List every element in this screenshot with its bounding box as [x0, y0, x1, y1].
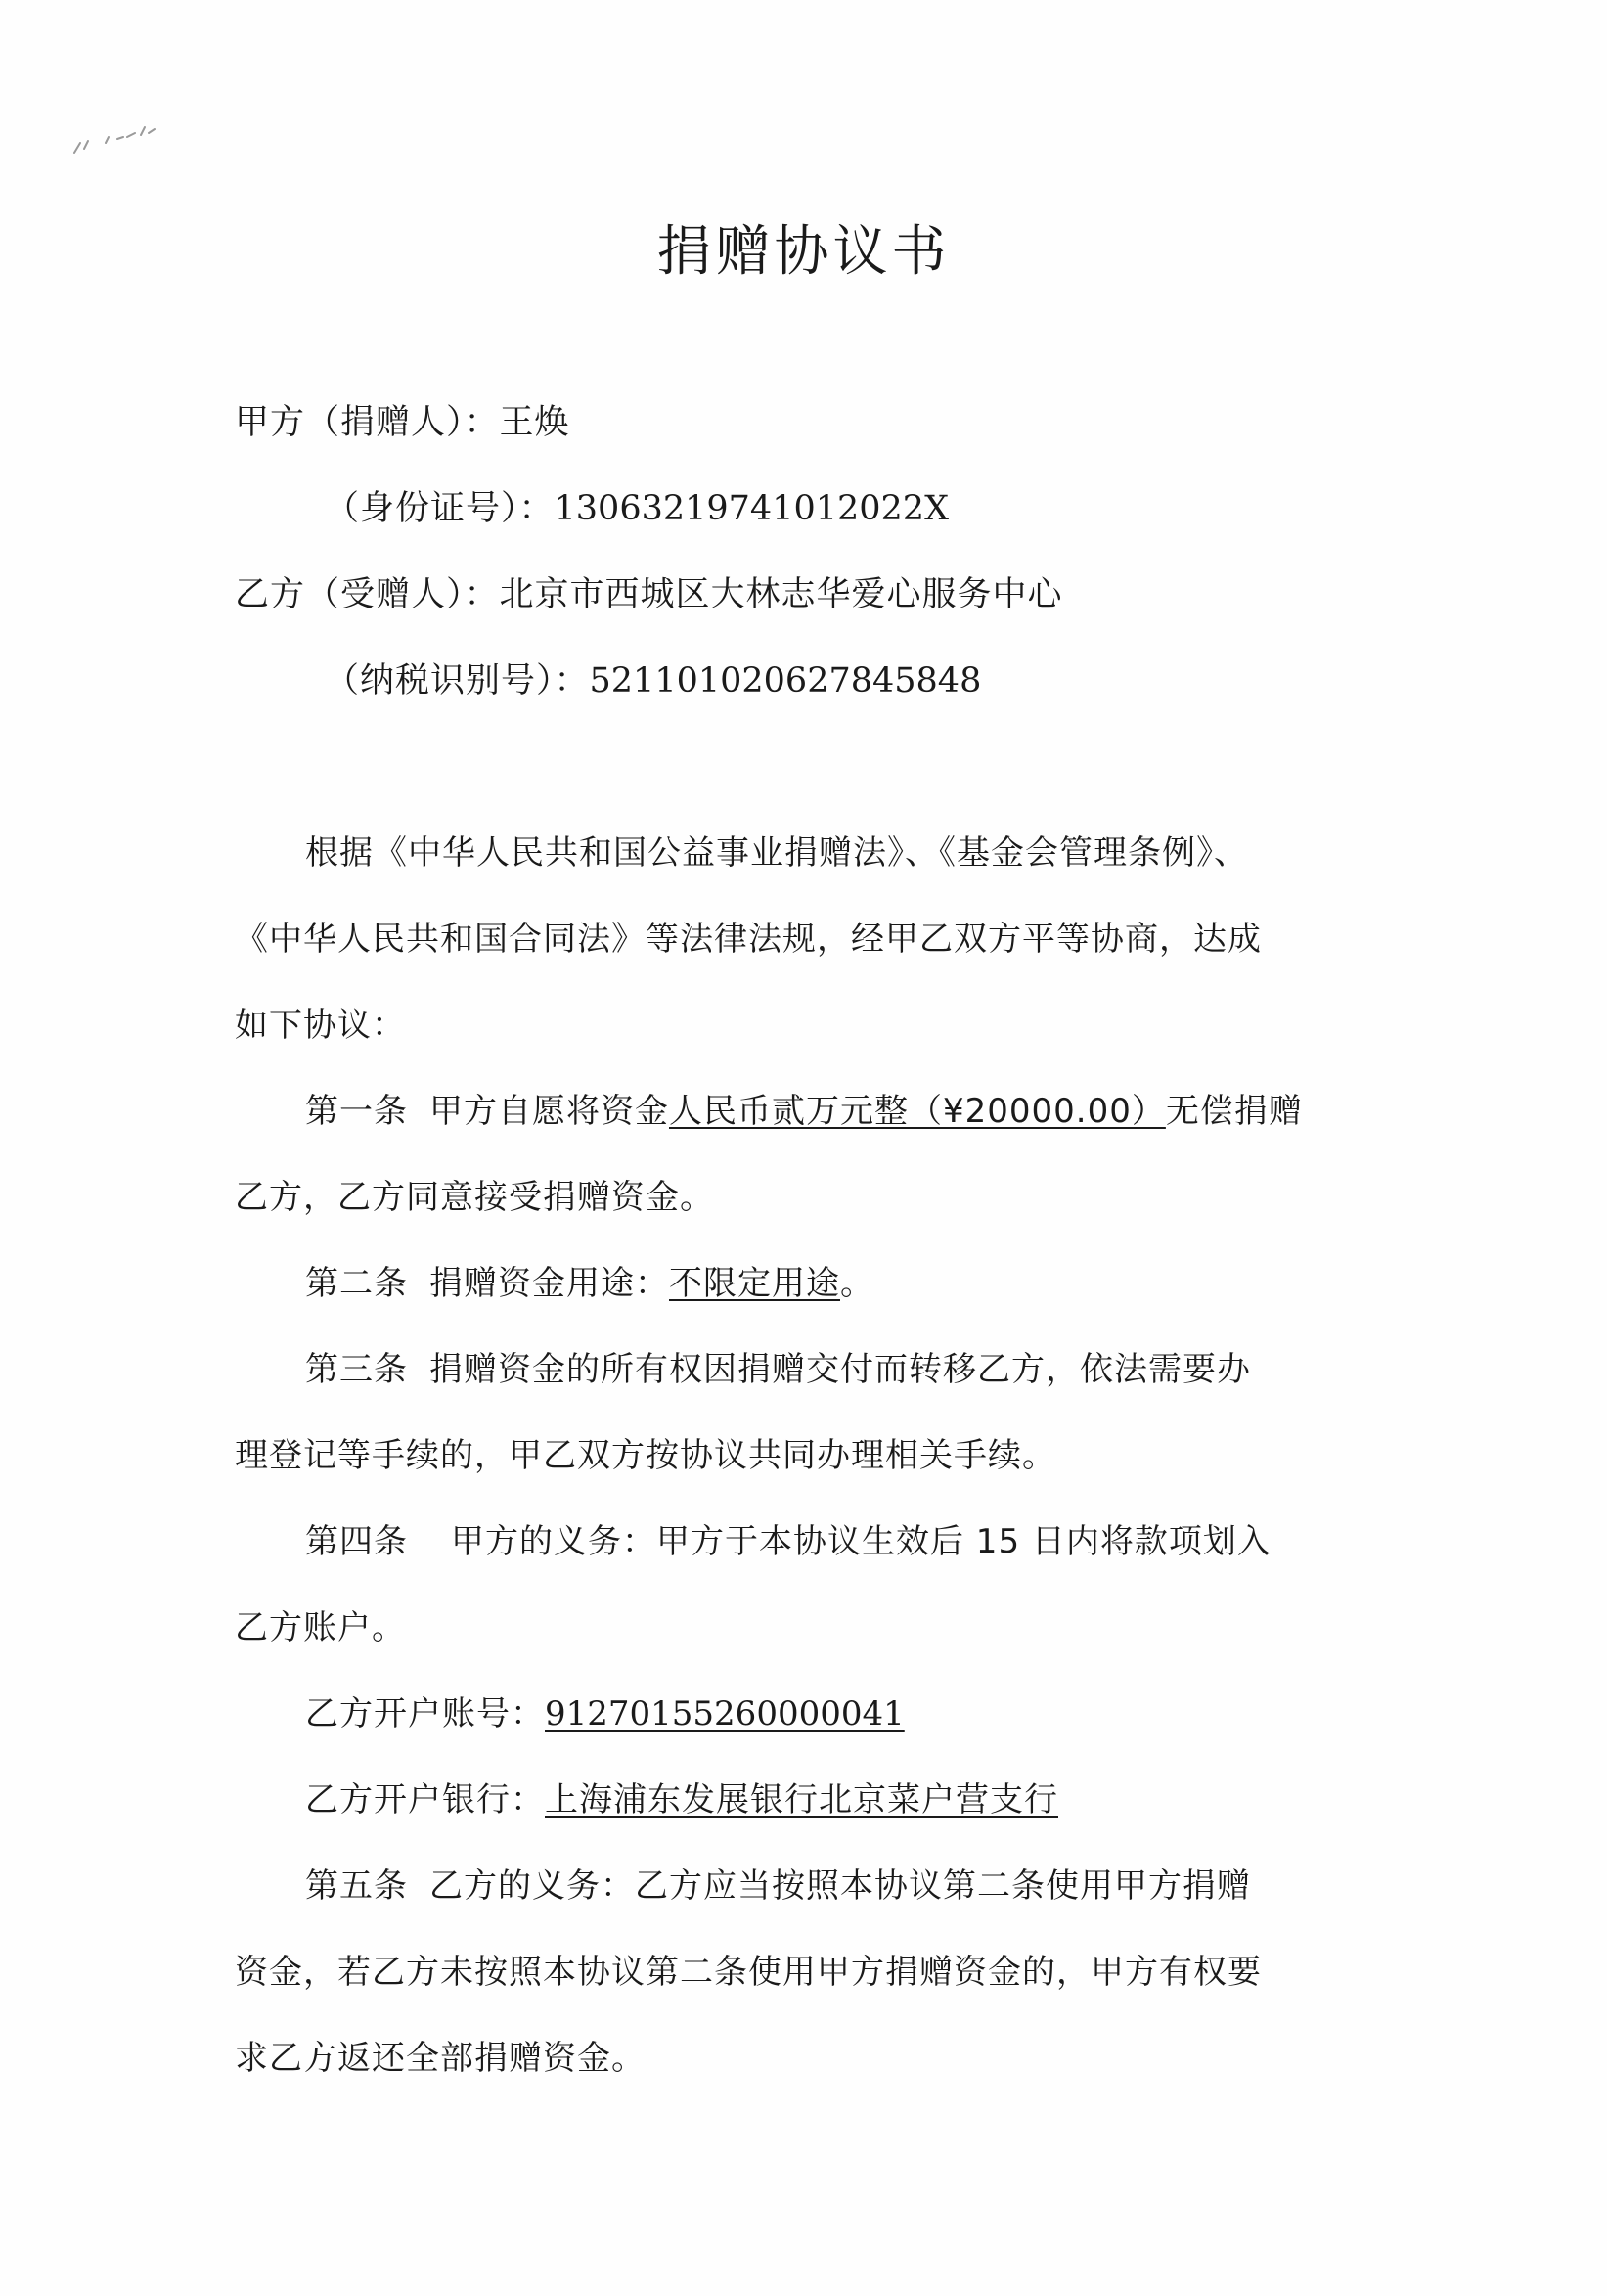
party-b-label: 乙方（受赠人）：	[235, 575, 500, 614]
article-1-text-after: 无偿捐赠	[1165, 1092, 1303, 1131]
bank-label: 乙方开户银行：	[305, 1780, 545, 1820]
article-4-line-2: 乙方账户。	[235, 1608, 406, 1647]
article-2-label: 捐赠资金用途：	[429, 1264, 669, 1303]
article-2-purpose: 不限定用途	[669, 1264, 840, 1303]
article-2-heading: 第二条	[305, 1264, 408, 1303]
account-number: 91270155260000041	[545, 1694, 905, 1733]
article-5-line-3: 求乙方返还全部捐赠资金。	[235, 2039, 646, 2078]
preamble-line-1: 根据《中华人民共和国公益事业捐赠法》、《基金会管理条例》、	[305, 833, 1248, 873]
article-3-line-2: 理登记等手续的，甲乙双方按协议共同办理相关手续。	[235, 1436, 1056, 1475]
party-a-name: 王焕	[499, 403, 570, 442]
bank-name: 上海浦东发展银行北京菜户营支行	[545, 1780, 1058, 1820]
party-a-line	[235, 399, 570, 446]
article-3-line-1	[305, 1346, 1251, 1393]
party-a-id-line	[325, 485, 949, 532]
article-2-line	[305, 1260, 874, 1307]
article-1-text-before: 甲方自愿将资金	[429, 1092, 669, 1131]
article-4-heading: 第四条	[305, 1522, 408, 1561]
article-5-heading: 第五条	[305, 1867, 408, 1906]
article-3-text-1: 捐赠资金的所有权因捐赠交付而转移乙方，依法需要办	[429, 1350, 1251, 1389]
article-4-line-1	[305, 1518, 1272, 1565]
document-title: 捐赠协议书	[656, 220, 951, 284]
party-a-label: 甲方（捐赠人）：	[235, 403, 500, 442]
party-b-tax-number: 521101020627845848	[589, 661, 982, 700]
party-a-id-number: 13063219741012022X	[554, 489, 949, 528]
article-3-heading: 第三条	[305, 1350, 408, 1389]
article-5-line-1	[305, 1863, 1251, 1910]
party-b-line	[235, 571, 1063, 618]
article-1-heading: 第一条	[305, 1092, 408, 1131]
article-5-line-2: 资金，若乙方未按照本协议第二条使用甲方捐赠资金的，甲方有权要	[235, 1953, 1262, 1992]
article-2-end: 。	[840, 1264, 874, 1303]
article-5-text-1: 乙方的义务：乙方应当按照本协议第二条使用甲方捐赠	[429, 1867, 1251, 1906]
party-b-tax-label: （纳税识别号）：	[325, 661, 590, 700]
account-label: 乙方开户账号：	[305, 1694, 545, 1733]
preamble-line-2: 《中华人民共和国合同法》等法律法规，经甲乙双方平等协商，达成	[235, 920, 1262, 959]
party-b-tax-line	[325, 657, 981, 704]
bank-line	[305, 1777, 1058, 1823]
article-1-amount: 人民币贰万元整（¥20000.00）	[669, 1092, 1166, 1131]
account-line	[305, 1690, 905, 1737]
party-a-id-label: （身份证号）：	[325, 489, 555, 528]
party-b-name: 北京市西城区大林志华爱心服务中心	[499, 575, 1063, 614]
scan-artifact-mark	[67, 110, 184, 168]
article-1-line-2: 乙方，乙方同意接受捐赠资金。	[235, 1178, 714, 1217]
article-1-line-1	[305, 1088, 1303, 1135]
preamble-line-3: 如下协议：	[235, 1006, 406, 1045]
article-4-text-1: 甲方的义务：甲方于本协议生效后 15 日内将款项划入	[451, 1522, 1272, 1561]
